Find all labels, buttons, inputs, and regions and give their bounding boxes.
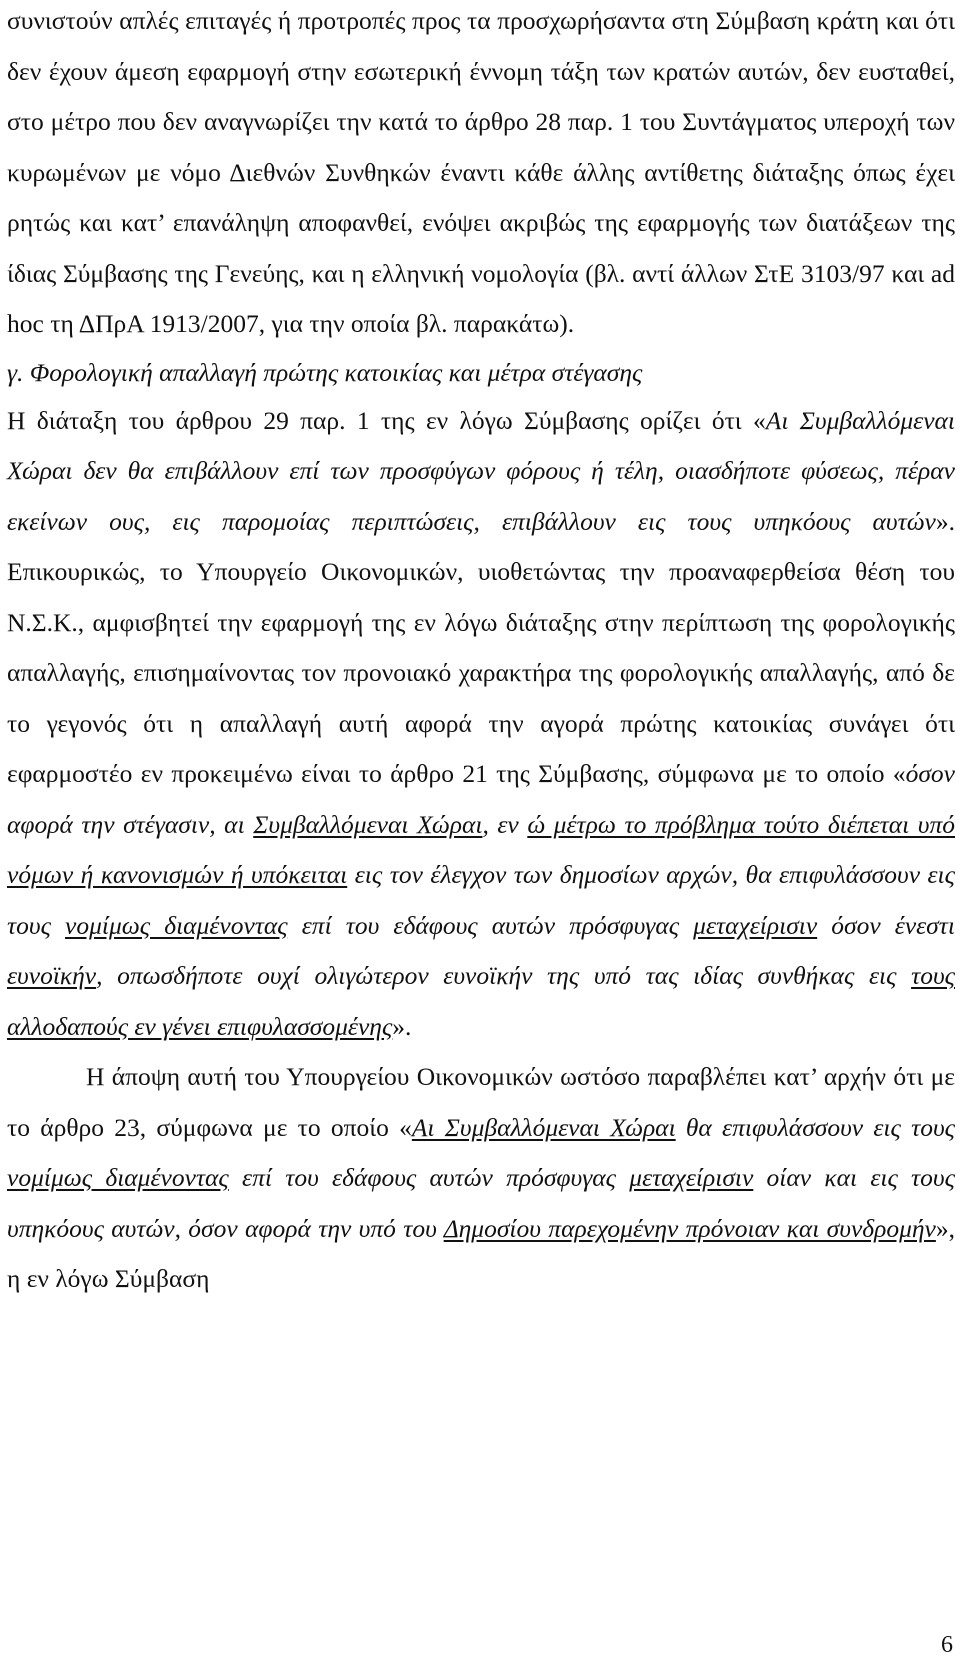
quote-article-29: Αι Συμβαλλόμεναι Χώραι δεν θα επιβάλλουν επί των προσφύγων φόρους ή τέλη, οιασδήποτε φύσεως, πέραν εκείνων ους, εις παρομοίας περιπτώσεις, επιβάλλουν εις τους υπηκόους αυτών [7,405,955,536]
quote-run: , εν [482,809,528,839]
quote-run: όσον ένεστι [817,910,955,940]
text-run: ». [392,1011,412,1041]
quote-underlined-run: Δημοσίου παρεχομένην πρόνοιαν και συνδρομήν [443,1213,936,1243]
document-page [7,0,955,1305]
quote-run: επί του εδάφους αυτών πρόσφυγας [228,1163,630,1192]
quote-underlined-run: Συμβαλλόμεναι Χώραι [253,809,483,839]
paragraph-continuation: συνιστούν απλές επιταγές ή προτροπές προς τα προσχωρήσαντα στη Σύμβαση κράτη και ότι δεν έχουν άμεση εφαρμογή στην εσωτερική έννομη τάξη των κρατών αυτών, δεν ευσταθεί, στο μέτρο που δεν αναγνωρίζει την κατά το άρθρο 28 παρ. 1 του Συντάγματος υπεροχή των κυρωμένων με νόμο Διεθνών Συνθηκών έναντι κάθε άλλης αντίθετης διάταξης όπως έχει ρητώς και κατ’ επανάληψη αποφανθεί, ενόψει ακριβώς της εφαρμογής των διατάξεων της ίδιας Σύμβασης της Γενεύης, και η ελληνική νομολογία (βλ. αντί άλλων ΣτΕ 3103/97 και ad hoc τη ΔΠρΑ 1913/2007, για την οποία βλ. παρακάτω). [7,6,955,338]
quote-run: , οπωσδήποτε ουχί ολιγώτερον ευνοϊκήν της υπό τας ιδίας συνθήκας εις [96,961,912,990]
quote-run: οίαν και εις τους υπηκόους αυτών, όσον αφορά την υπό του [7,1163,955,1243]
quote-underlined-run: ευνοϊκήν [7,961,97,990]
quote-underlined-run: ώ μέτρω το πρόβλημα τούτο διέπεται υπό νόμων ή κανονισμών ή υπόκειται [7,809,956,889]
quote-run: εις τον έλεγχον των δημοσίων αρχών, θα επιφυλάσσουν εις τους [7,860,955,940]
text-run: Η άποψη αυτή του Υπουργείου Οικονομικών ωστόσο παραβλέπει κατ’ αρχήν ότι με το άρθρο 23, σύμφωνα με το οποίο « [7,1062,955,1142]
quote-underlined-run: Αι Συμβαλλόμεναι Χώραι [411,1112,676,1142]
section-heading [7,350,955,396]
quote-run: όσον αφορά την στέγασιν, αι [7,759,955,839]
section-heading-title: Φορολογική απαλλαγή πρώτης κατοικίας και μέτρα στέγασης [29,357,643,387]
section-heading-number: γ. [7,357,24,387]
quote-underlined-run: νομίμως διαμένοντας [7,1163,229,1192]
text-run: », η εν λόγω Σύμβαση [7,1213,955,1293]
quote-underlined-run: τους αλλοδαπούς εν γένει επιφυλασσομένης [7,961,955,1041]
quote-article-21 [7,759,955,1041]
quote-underlined-run: μεταχείρισιν [629,1163,754,1192]
quote-run: επί του εδάφους αυτών πρόσφυγας [287,910,694,940]
text-run: ». Επικουρικώς, το Υπουργείο Οικονομικών, υιοθετώντας την προαναφερθείσα θέση του Ν.Σ.Κ., αμφισβητεί την εφαρμογή της εν λόγω διάταξης στην περίπτωση της φορολογικής απαλλαγής, επισημαίνοντας τον προνοιακό χαρακτήρα της φορολογικής απαλλαγής, από δε το γεγονός ότι η απαλλαγή αυτή αφορά την αγορά πρώτης κατοικίας συνάγει ότι εφαρμοστέο εν προκειμένω είναι το άρθρο 21 της Σύμβασης, σύμφωνα με το οποίο « [7,506,955,788]
quote-underlined-run: νομίμως διαμένοντας [65,910,288,940]
page-number: 6 [941,1632,953,1658]
paragraph-article-23 [7,1052,955,1305]
text-run: Η διάταξη του άρθρου 29 παρ. 1 της εν λόγω Σύμβασης ορίζει ότι « [7,405,766,435]
paragraph-article-29 [7,396,955,1053]
quote-run: θα επιφυλάσσουν εις τους [675,1112,955,1142]
quote-underlined-run: μεταχείρισιν [693,910,818,940]
